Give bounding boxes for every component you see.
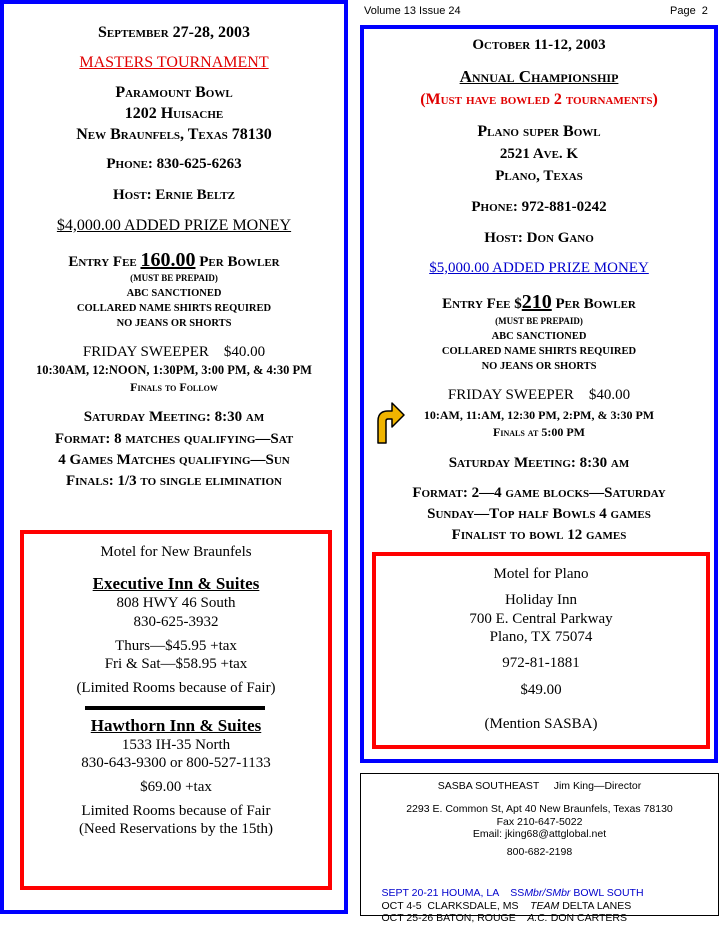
left-rule-1: (MUST BE PREPAID) (130, 273, 218, 283)
left-host: Host: Ernie Beltz (112, 187, 236, 203)
right-rule-2: ABC SANCTIONED (491, 331, 587, 342)
left-hotel-1-rate-1: Thurs—$45.95 +tax (115, 638, 237, 654)
left-format-2: 4 Games Matches qualifying—Sun (58, 452, 290, 468)
right-sweeper-times: 10:AM, 11:AM, 12:30 PM, 2:PM, & 3:30 PM (423, 408, 655, 422)
schedule-event-venue: DELTA LANES (559, 899, 632, 912)
right-phone: Phone: 972-881-0242 (471, 199, 607, 215)
schedule-row (364, 875, 718, 899)
contact-fax: Fax 210-647-5022 (496, 816, 583, 828)
contact-box (360, 773, 719, 924)
left-rule-2: ABC SANCTIONED (126, 288, 222, 299)
left-hotel-1-rate-2: Fri & Sat—$58.95 +tax (104, 656, 248, 672)
left-street: 1202 Huisache (124, 105, 224, 122)
left-format-1: Format: 8 matches qualifying—Sat (54, 431, 294, 447)
right-entry-pre: Entry Fee $ (442, 296, 522, 312)
left-rule-4: NO JEANS OR SHORTS (116, 318, 232, 329)
contact-email: Email: jking68@attglobal.net (472, 828, 607, 840)
left-rule-3: COLLARED NAME SHIRTS REQUIRED (76, 303, 272, 314)
schedule-event-venue: BOWL SOUTH (570, 887, 644, 899)
left-hotel-2-note-2: (Need Reservations by the 15th) (78, 821, 274, 837)
schedule-event-type: Mbr/SMbr (524, 887, 571, 899)
right-venue: Plano super Bowl (477, 123, 601, 140)
right-rule-3: COLLARED NAME SHIRTS REQUIRED (441, 346, 637, 357)
left-hotel-2-note-1: Limited Rooms because of Fair (81, 803, 271, 819)
right-entry-post: Per Bowler (551, 296, 636, 312)
left-title: MASTERS TOURNAMENT (79, 54, 269, 71)
right-city: Plano, Texas (495, 168, 583, 184)
right-hotel-name: Holiday Inn (504, 592, 578, 608)
hotel-divider (85, 706, 265, 710)
right-sweeper-title: FRIDAY SWEEPER $40.00 (447, 387, 631, 403)
left-entry-pre: Entry Fee (68, 254, 141, 270)
schedule-date: SEPT 20-21 HOUMA, LA (381, 887, 499, 899)
left-entry-fee (4, 249, 344, 272)
schedule-date: OCT 4-5 CLARKSDALE, MS (381, 899, 519, 912)
right-entry-fee (364, 291, 714, 314)
left-hotel-1-address: 808 HWY 46 South (116, 595, 236, 611)
right-format-2: Sunday—Top half Bowls 4 games (427, 506, 651, 522)
right-entry-amount: 210 (521, 291, 552, 313)
right-format-3: Finalist to bowl 12 games (451, 527, 627, 543)
left-motel-title: Motel for New Braunfels (100, 544, 252, 560)
contact-director: SASBA SOUTHEAST Jim King—Director (437, 780, 642, 792)
right-meeting: Saturday Meeting: 8:30 am (448, 455, 630, 471)
right-sweeper-finals: Finals at 5:00 PM (493, 425, 585, 439)
right-hotel-city: Plano, TX 75074 (489, 629, 593, 645)
left-sweeper-title: FRIDAY SWEEPER $40.00 (82, 344, 266, 360)
left-entry-post: Per Bowler (195, 254, 280, 270)
left-hotel-2-address: 1533 IH-35 North (121, 737, 231, 753)
left-meeting: Saturday Meeting: 8:30 am (83, 409, 265, 425)
left-phone: Phone: 830-625-6263 (106, 156, 242, 172)
right-prize: $5,000.00 ADDED PRIZE MONEY (429, 260, 649, 276)
left-format-3: Finals: 1/3 to single elimination (65, 473, 283, 489)
left-hotel-1-note: (Limited Rooms because of Fair) (76, 680, 276, 696)
left-hotel-1-name: Executive Inn & Suites (92, 574, 260, 593)
left-hotel-2-name: Hawthorn Inn & Suites (90, 716, 262, 735)
right-host: Host: Don Gano (484, 230, 594, 246)
schedule-event-venue: DON CARTERS (547, 912, 627, 924)
right-panel (360, 25, 718, 763)
right-motel-title: Motel for Plano (493, 566, 589, 582)
right-hotel-phone: 972-81-1881 (502, 655, 580, 671)
left-date: September 27-28, 2003 (98, 24, 250, 41)
schedule-event-type: TEAM (530, 899, 560, 912)
right-format-1: Format: 2—4 game blocks—Saturday (412, 485, 666, 501)
left-venue: Paramount Bowl (115, 84, 233, 101)
right-hotel-address: 700 E. Central Parkway (469, 611, 613, 627)
page-label: Page 2 (670, 5, 708, 17)
schedule-event-prefix: SS (510, 887, 525, 899)
schedule-date: OCT 25-26 BATON, ROUGE (381, 912, 516, 924)
left-prize: $4,000.00 ADDED PRIZE MONEY (56, 217, 292, 234)
right-subtitle: (Must have bowled 2 tournaments) (420, 91, 658, 108)
right-hotel-note: (Mention SASBA) (484, 716, 598, 732)
right-rule-4: NO JEANS OR SHORTS (481, 361, 597, 372)
left-panel (0, 0, 348, 914)
contact-phone: 800-682-2198 (506, 846, 573, 858)
right-hotel-rate: $49.00 (520, 682, 562, 698)
right-title: Annual Championship (459, 67, 619, 86)
right-date: October 11-12, 2003 (472, 37, 606, 53)
left-sweeper-finals: Finals to Follow (130, 380, 218, 394)
left-hotel-2-phone: 830-643-9300 or 800-527-1133 (81, 755, 271, 771)
right-street: 2521 Ave. K (499, 146, 579, 162)
schedule-event-type: A.C. (527, 912, 548, 924)
issue-label: Volume 13 Issue 24 (364, 5, 461, 17)
schedule-list (364, 875, 718, 924)
left-city: New Braunfels, Texas 78130 (76, 126, 272, 143)
left-entry-amount: 160.00 (140, 249, 196, 271)
left-hotel-2-rate: $69.00 +tax (140, 779, 212, 795)
left-sweeper-times: 10:30AM, 12:NOON, 1:30PM, 3:00 PM, & 4:30 PM (36, 363, 312, 377)
right-motel-box (372, 552, 710, 749)
right-rule-1: (MUST BE PREPAID) (495, 316, 583, 326)
contact-address: 2293 E. Common St, Apt 40 New Braunfels, Texas 78130 (406, 803, 673, 815)
left-hotel-1-phone: 830-625-3932 (133, 614, 219, 630)
left-motel-box (20, 530, 332, 890)
